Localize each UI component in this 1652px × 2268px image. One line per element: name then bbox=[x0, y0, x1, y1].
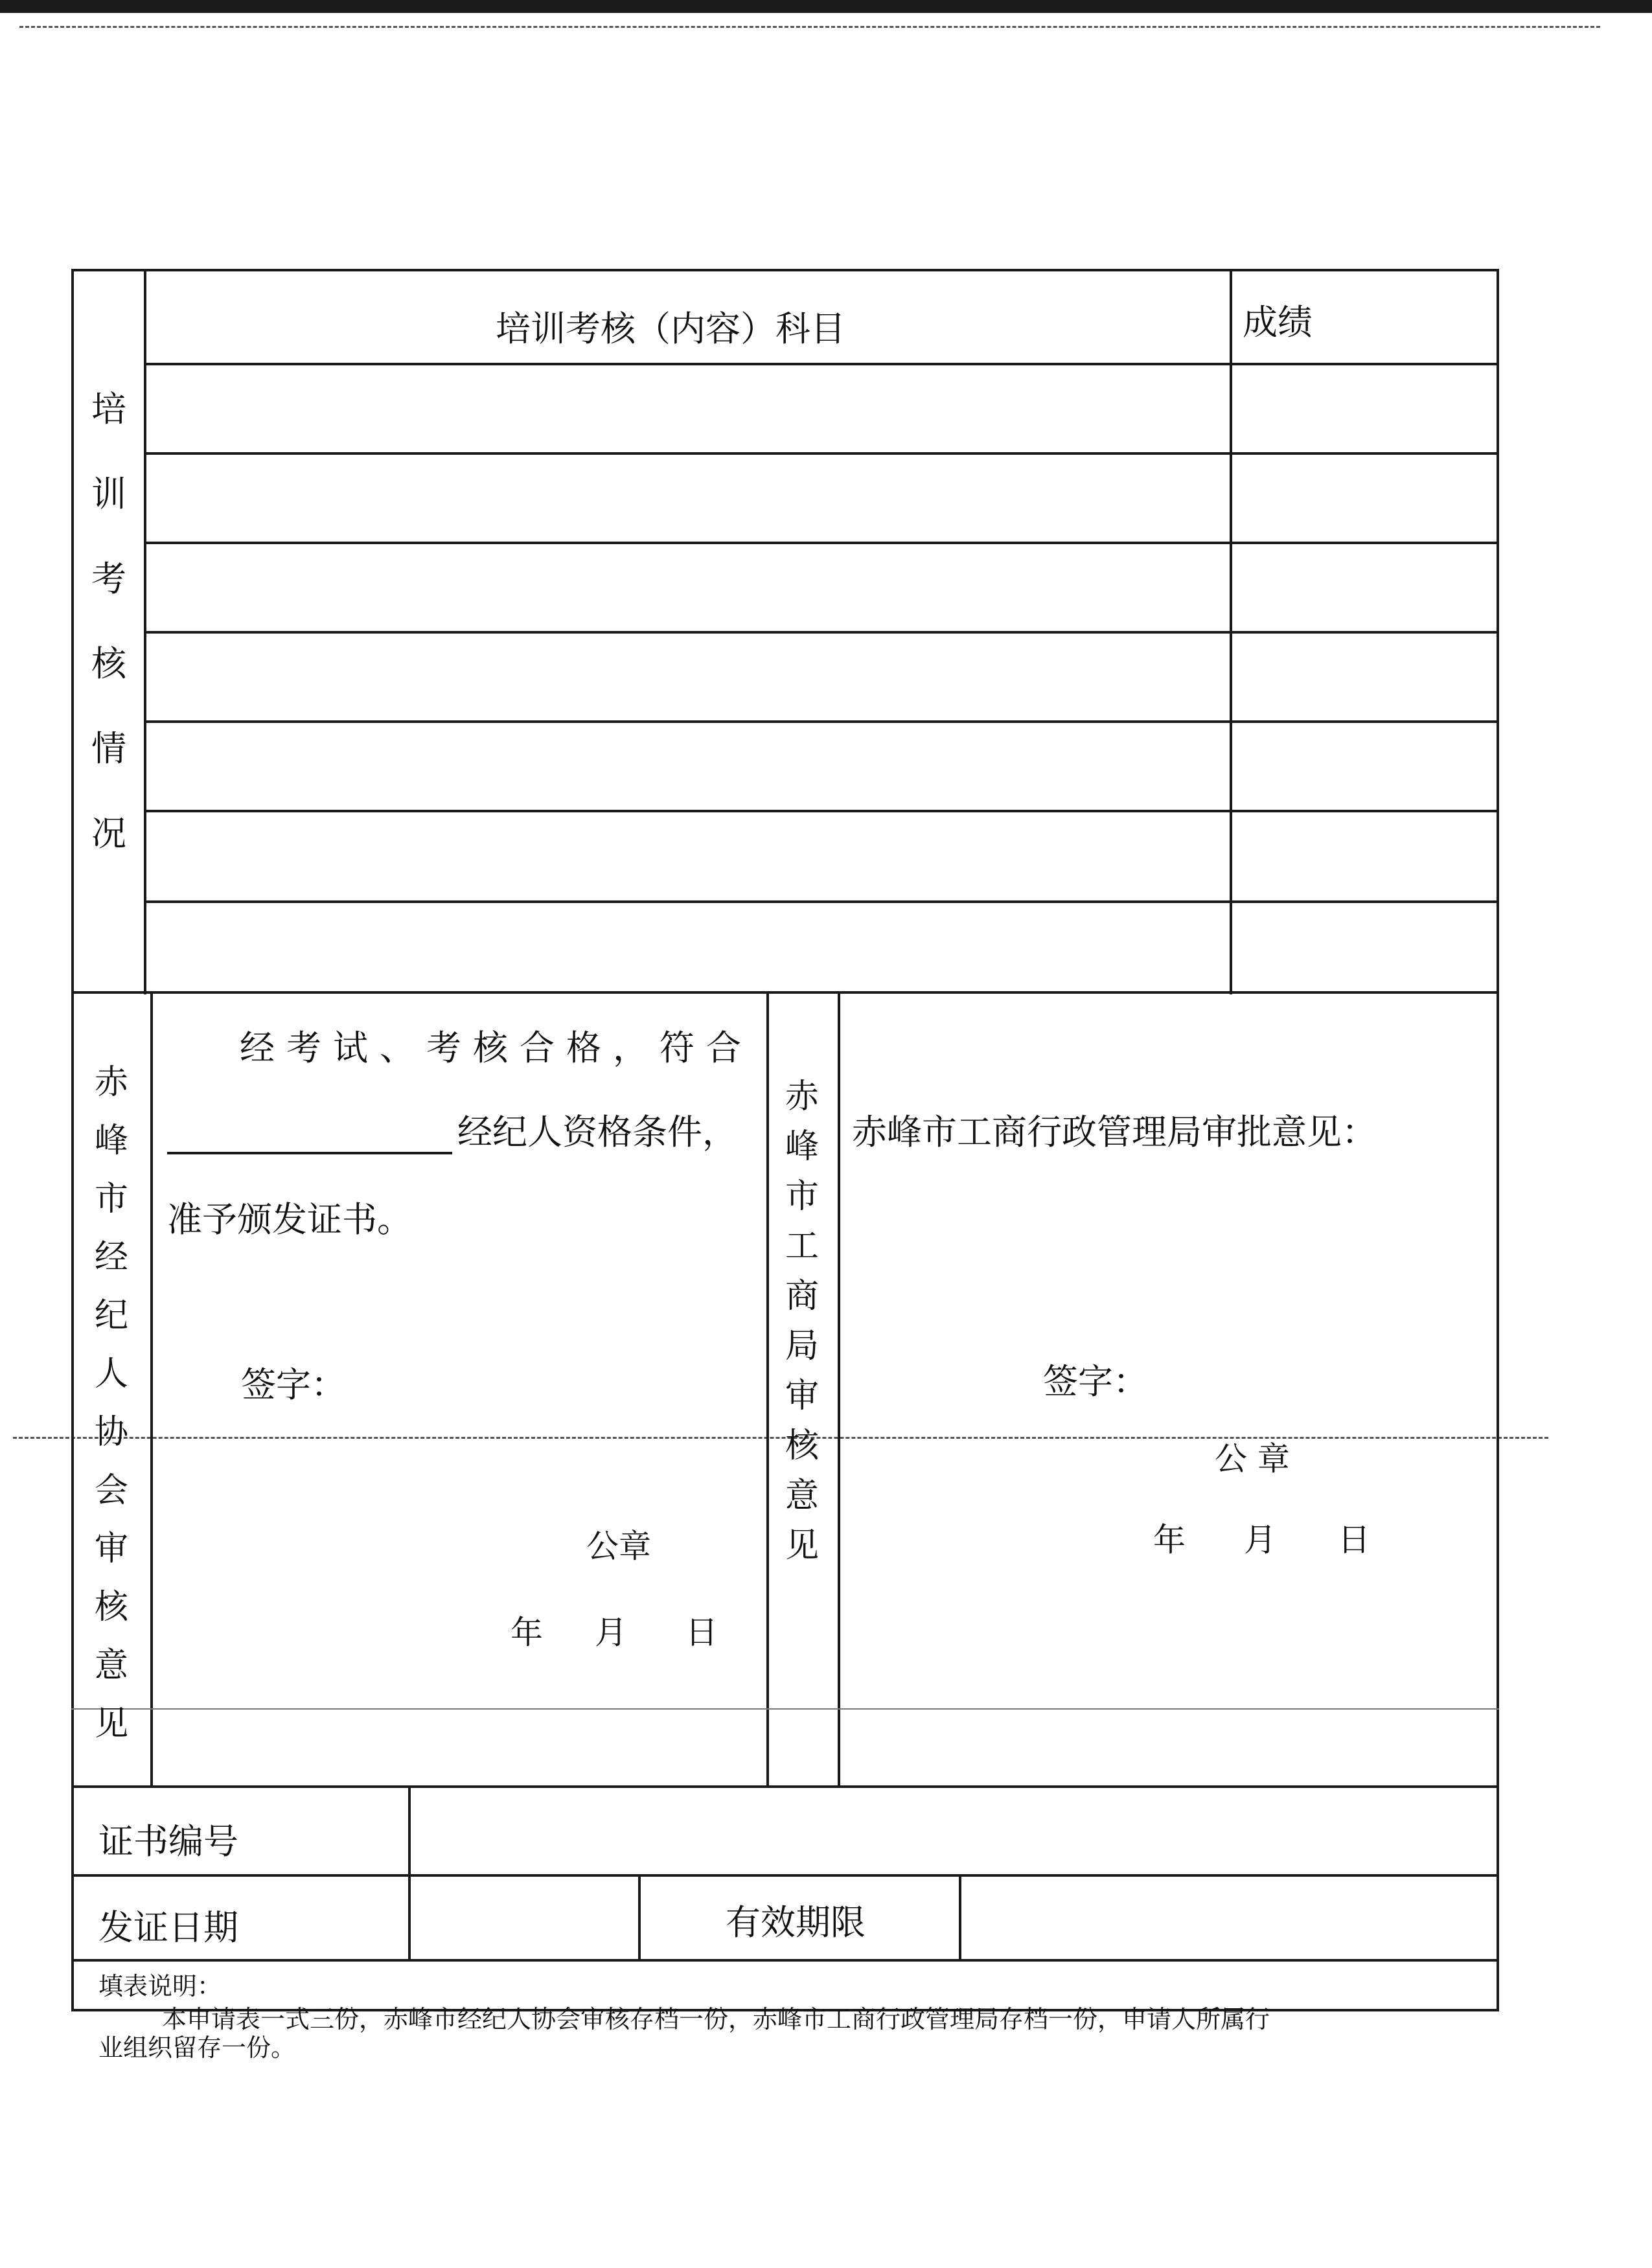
score-cell-4[interactable] bbox=[1235, 636, 1494, 718]
application-form bbox=[71, 269, 1503, 2033]
association-opinion-line3: 准予颁发证书。 bbox=[167, 1199, 412, 1240]
scan-top-edge bbox=[0, 0, 1652, 13]
certificate-number-label: 证书编号 bbox=[98, 1821, 238, 1862]
scan-fold-line-top bbox=[19, 26, 1600, 28]
association-opinion-line2: 经纪人资格条件， bbox=[167, 1105, 737, 1154]
training-row-7[interactable] bbox=[149, 905, 1227, 989]
association-date: 年 月 日 bbox=[511, 1614, 718, 1651]
score-header: 成绩 bbox=[1243, 302, 1313, 343]
training-row-2[interactable] bbox=[149, 457, 1227, 539]
association-opinion-line1: 经考试、考核合格，符合 bbox=[240, 1027, 753, 1068]
training-row-4[interactable] bbox=[149, 636, 1227, 718]
training-side-label: 培 训 考 核 情 况 bbox=[91, 389, 126, 854]
score-cell-2[interactable] bbox=[1235, 457, 1494, 539]
training-row-1[interactable] bbox=[149, 367, 1227, 450]
validity-field[interactable] bbox=[969, 1879, 1493, 1956]
issue-date-label: 发证日期 bbox=[98, 1907, 238, 1948]
bureau-seal-label: 公 章 bbox=[1215, 1440, 1290, 1478]
score-cell-7[interactable] bbox=[1235, 905, 1494, 989]
score-cell-5[interactable] bbox=[1235, 725, 1494, 807]
training-row-5[interactable] bbox=[149, 725, 1227, 807]
association-seal-label: 公章 bbox=[586, 1528, 651, 1565]
certificate-number-field[interactable] bbox=[421, 1791, 1490, 1869]
bureau-signature-label: 签字： bbox=[1043, 1361, 1148, 1402]
score-cell-3[interactable] bbox=[1235, 546, 1494, 628]
validity-label: 有效期限 bbox=[726, 1902, 866, 1943]
notes-title: 填表说明： bbox=[98, 1972, 222, 2000]
score-cell-1[interactable] bbox=[1235, 367, 1494, 450]
bureau-opinion-title: 赤峰市工商行政管理局审批意见： bbox=[852, 1112, 1377, 1152]
score-cell-6[interactable] bbox=[1235, 814, 1494, 898]
notes-line2: 业组织留存一份。 bbox=[98, 2033, 296, 2062]
notes-line1: 本申请表一式三份，赤峰市经纪人协会审核存档一份，赤峰市工商行政管理局存档一份，申请人所属行 bbox=[162, 2005, 1270, 2033]
bureau-side-label: 赤 峰 市 工 商 局 审 核 意 见 bbox=[785, 1077, 819, 1565]
subject-header: 培训考核（内容）科目 bbox=[496, 308, 845, 349]
training-row-3[interactable] bbox=[149, 546, 1227, 628]
qualification-blank[interactable] bbox=[167, 1121, 452, 1154]
issue-date-field[interactable] bbox=[421, 1879, 632, 1956]
association-signature-label: 签字： bbox=[241, 1364, 346, 1405]
training-row-6[interactable] bbox=[149, 814, 1227, 898]
association-side-label: 赤 峰 市 经 纪 人 协 会 审 核 意 见 bbox=[94, 1063, 128, 1743]
bureau-date: 年 月 日 bbox=[1153, 1521, 1370, 1559]
